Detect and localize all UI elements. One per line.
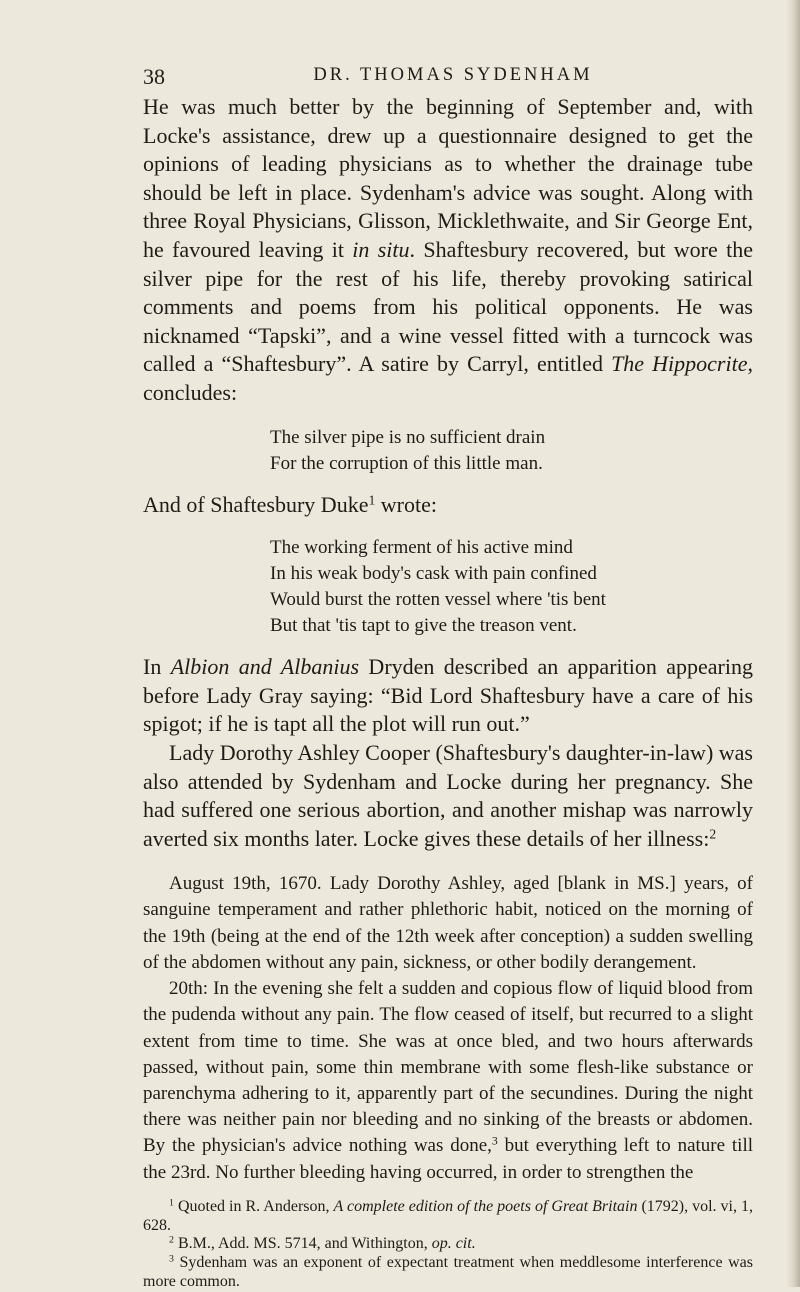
page-body [143,93,753,1292]
footnote-number: 3 [169,1253,174,1265]
footnote-1-text-a: Quoted in R. Anderson, [173,1197,334,1215]
extract-2-text-a: 20th: In the evening she felt a sudden and copious flow of liquid blood from the pudenda without any pain. The flow ceased of itself, but recurred to a slight extent from time to time. She was at once bled, and two hours afterwards passed, without pain, some thin membrane with some flesh-like substance or parenchyma adhering to it, apparently part of the secundines. During the night there was neither pain nor bleeding and no sinking of the breasts or abdomen. By the physician's advice nothing was done, [143,978,753,1157]
running-title: DR. THOMAS SYDENHAM [313,65,593,85]
extract-2-text-b: but everything left to nature till the 23rd. No further bleeding having occurred, in order to strengthen the [143,1135,753,1183]
footnote-ref-1: 1 [368,492,376,508]
paragraph-3-italic: Albion and Albanius [170,654,360,680]
footnote-number: 2 [169,1234,174,1246]
paragraph-1-text-c: , concludes: [143,351,753,405]
footnote-2-italic: op. cit. [431,1235,476,1253]
verse-line: Would burst the rotten vessel where 'tis bent [270,589,606,611]
paragraph-3-text-a: In [143,654,171,680]
paragraph-3-text-b: Dryden described an apparition appearing before Lady Gray saying: “Bid Lord Shaftesbury have a care of his spigot; if he is tapt all the plot will run out.” [143,654,753,737]
page-number: 38 [143,64,165,89]
paragraph-4 [143,739,753,853]
extract-1-text: August 19th, 1670. Lady Dorothy Ashley, aged [blank in MS.] years, of sanguine temperament and rather phlethoric habit, noticed on the morning of the 19th (being at the end of the 12th week after conception) a sudden swelling of the abdomen without any pain, sickness, or other bodily derangement. [143,873,753,973]
paragraph-3 [143,653,753,739]
paragraph-1-italic-b: The Hippocrite [611,351,748,377]
verse-quotation-1 [143,425,753,477]
extract-paragraph-1 [143,871,753,976]
footnote-number: 1 [169,1197,174,1209]
footnote-2-text-a: B.M., Add. MS. 5714, and Withington, [173,1235,432,1253]
footnote-1 [143,1198,753,1236]
paragraph-4-text: Lady Dorothy Ashley Cooper (Shaftesbury's daughter-in-law) was also attended by Sydenham and Locke during her pregnancy. She had suffered one serious abortion, and another mishap was narrowly averted six months later. Locke gives these details of her illness: [143,739,753,851]
verse-line: In his weak body's cask with pain confined [270,563,597,585]
paragraph-1 [143,93,753,408]
verse-line: But that 'tis tapt to give the treason vent. [270,615,577,637]
footnote-3 [143,1254,753,1292]
verse-quotation-2 [143,535,753,639]
verse-line: The silver pipe is no sufficient drain [270,426,546,448]
paragraph-2 [143,491,753,520]
verse-line: The working ferment of his active mind [270,537,573,559]
paragraph-1-italic-a: in situ [352,236,410,262]
footnote-3-text: Sydenham was an exponent of expectant treatment when meddlesome interference was more common. [143,1254,753,1290]
footnote-1-italic: A complete edition of the poets of Great Britain [333,1197,638,1215]
footnote-2 [143,1235,753,1254]
paragraph-1-text-a: He was much better by the beginning of September and, with Locke's assistance, drew up a questionnaire designed to get the opinions of leading physicians as to whether the drainage tube should be left in place. Sydenham's advice was sought. Along with three Royal Physicians, Glisson, Micklethwaite, and Sir George Ent, he favoured leaving it [143,94,753,262]
footnotes [143,1198,753,1292]
paragraph-2-text: And of Shaftesbury Duke [143,491,369,517]
footnote-ref-2: 2 [709,826,717,842]
verse-line: For the corruption of this little man. [270,452,543,474]
paragraph-1-text-b: . Shaftesbury recovered, but wore the silver pipe for the rest of his life, thereby provoking satirical comments and poems from his political opponents. He was nicknamed “Tapski”, and a wine vessel fitted with a turncock was called a “Shaftesbury”. A satire by Carryl, entitled [143,236,753,377]
footnote-1-text-b: (1792), vol. vi, 1, 628. [143,1197,753,1234]
page-edge-shadow [786,0,800,1287]
extract-paragraph-2 [143,976,753,1186]
page-header [143,64,753,94]
footnote-ref-3: 3 [491,1134,498,1148]
paragraph-2-text-after: wrote: [375,491,437,517]
